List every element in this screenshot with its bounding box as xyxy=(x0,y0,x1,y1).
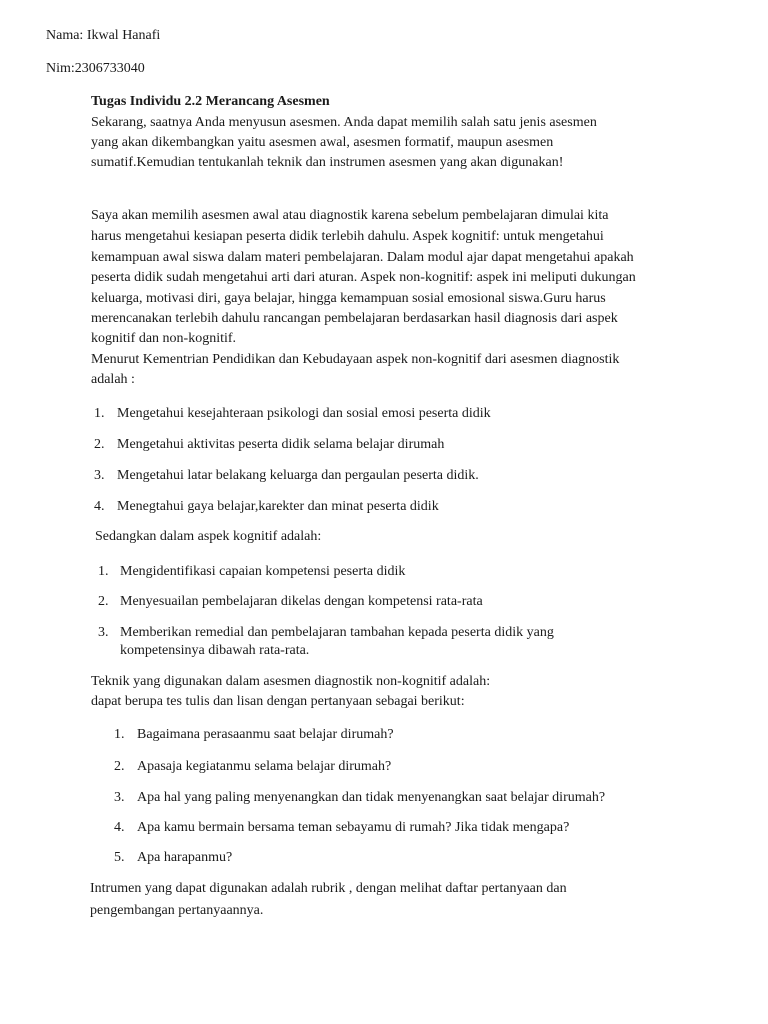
question-number: 1. xyxy=(114,727,125,742)
technique-line: dapat berupa tes tulis dan lisan dengan pertanyaan sebagai berikut: xyxy=(91,694,465,709)
question-item: Apa harapanmu? xyxy=(137,850,233,865)
list-number: 3. xyxy=(98,625,109,640)
list-item: Mengetahui aktivitas peserta didik selama belajar dirumah xyxy=(117,437,445,452)
question-item: Apa hal yang paling menyenangkan dan tidak menyenangkan saat belajar dirumah? xyxy=(137,790,606,805)
question-item: Apa kamu bermain bersama teman sebayamu di rumah? Jika tidak mengapa? xyxy=(137,820,570,835)
list-item: Menyesuailan pembelajaran dikelas dengan kompetensi rata-rata xyxy=(120,594,483,609)
answer-line: harus mengetahui kesiapan peserta didik terlebih dahulu. Aspek kognitif: untuk mengetahui xyxy=(91,229,604,244)
list-item-continuation: kompetensinya dibawah rata-rata. xyxy=(120,643,310,658)
task-line: Sekarang, saatnya Anda menyusun asesmen. Anda dapat memilih salah satu jenis asesmen xyxy=(91,115,597,130)
technique-line: Teknik yang digunakan dalam asesmen diagnostik non-kognitif adalah: xyxy=(91,674,491,689)
list-item: Mengetahui kesejahteraan psikologi dan sosial emosi peserta didik xyxy=(117,406,491,421)
question-number: 3. xyxy=(114,790,125,805)
list-number: 1. xyxy=(94,406,105,421)
list-number: 2. xyxy=(98,594,109,609)
answer-line: peserta didik sudah mengetahui arti dari aturan. Aspek non-kognitif: aspek ini meliputi dukungan xyxy=(91,270,636,285)
list-number: 4. xyxy=(94,499,105,514)
instrument-line: pengembangan pertanyaannya. xyxy=(90,903,264,918)
student-name: Nama: Ikwal Hanafi xyxy=(46,28,161,43)
question-item: Bagaimana perasaanmu saat belajar dirumah? xyxy=(137,727,394,742)
question-number: 2. xyxy=(114,759,125,774)
list-item: Menegtahui gaya belajar,karekter dan minat peserta didik xyxy=(117,499,439,514)
task-line: yang akan dikembangkan yaitu asesmen awal, asesmen formatif, maupun asesmen xyxy=(91,135,554,150)
list-item: Mengetahui latar belakang keluarga dan pergaulan peserta didik. xyxy=(117,468,479,483)
question-number: 5. xyxy=(114,850,125,865)
cognitive-intro: Sedangkan dalam aspek kognitif adalah: xyxy=(95,529,322,544)
answer-line: kemampuan awal siswa dalam materi pembelajaran. Dalam modul ajar dapat mengetahui apakah xyxy=(91,250,634,265)
student-nim: Nim:2306733040 xyxy=(46,61,145,76)
list-item: Mengidentifikasi capaian kompetensi peserta didik xyxy=(120,564,406,579)
answer-line: Saya akan memilih asesmen awal atau diagnostik karena sebelum pembelajaran dimulai kita xyxy=(91,208,609,223)
list-number: 1. xyxy=(98,564,109,579)
task-line: sumatif.Kemudian tentukanlah teknik dan instrumen asesmen yang akan digunakan! xyxy=(91,155,564,170)
answer-line: merencanakan terlebih dahulu rancangan pembelajaran berdasarkan hasil diagnosis dari aspek xyxy=(91,311,618,326)
answer-line: Menurut Kementrian Pendidikan dan Kebudayaan aspek non-kognitif dari asesmen diagnostik xyxy=(91,352,620,367)
answer-line: adalah : xyxy=(91,372,135,387)
question-item: Apasaja kegiatanmu selama belajar dirumah? xyxy=(137,759,392,774)
question-number: 4. xyxy=(114,820,125,835)
answer-line: keluarga, motivasi diri, gaya belajar, hingga kemampuan sosial emosional siswa.Guru harus xyxy=(91,291,606,306)
list-number: 3. xyxy=(94,468,105,483)
answer-line: kognitif dan non-kognitif. xyxy=(91,331,237,346)
task-title: Tugas Individu 2.2 Merancang Asesmen xyxy=(91,94,330,109)
list-item: Memberikan remedial dan pembelajaran tambahan kepada peserta didik yang xyxy=(120,625,554,640)
list-number: 2. xyxy=(94,437,105,452)
instrument-line: Intrumen yang dapat digunakan adalah rubrik , dengan melihat daftar pertanyaan dan xyxy=(90,881,567,896)
